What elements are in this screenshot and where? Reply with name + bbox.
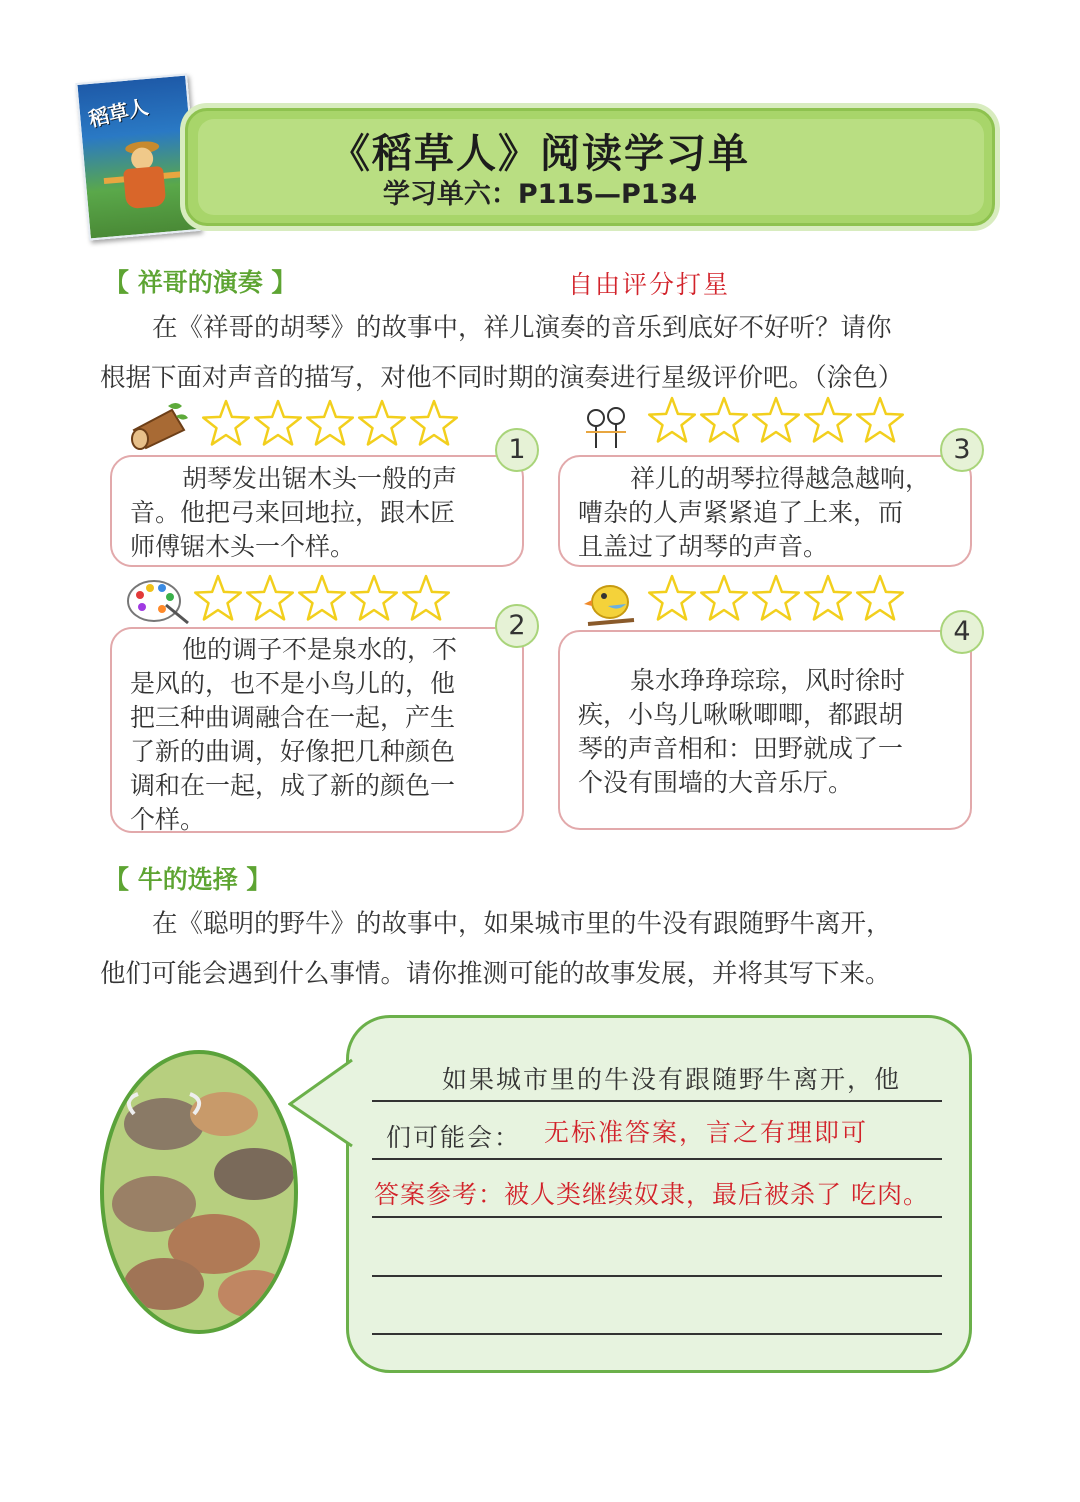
card-number-badge-1: 1 — [495, 428, 539, 472]
section1-intro-line1: 在《祥哥的胡琴》的故事中，祥儿演奏的音乐到底好不好听？请你 — [152, 313, 892, 343]
card-line: 是风的，也不是小鸟儿的，他 — [130, 669, 456, 698]
answer-line-4[interactable] — [372, 1275, 942, 1277]
card-line: 调和在一起，成了新的颜色一 — [130, 771, 456, 800]
answer-line-2[interactable] — [372, 1158, 942, 1160]
description-card-1 — [110, 455, 524, 567]
rating-star-icon[interactable] — [359, 401, 405, 444]
rating-star-icon[interactable] — [255, 401, 301, 444]
rating-star-icon[interactable] — [753, 576, 799, 619]
star-rating-2[interactable] — [192, 574, 458, 624]
section1-intro-line2: 根据下面对声音的描写，对他不同时期的演奏进行星级评价吧。（涂色） — [100, 363, 904, 393]
description-card-2 — [110, 627, 524, 833]
description-card-3 — [558, 455, 972, 567]
card-line: 他的调子不是泉水的，不 — [182, 635, 458, 664]
card-line: 嘈杂的人声紧紧追了上来，而 — [578, 498, 904, 527]
section2-intro — [100, 899, 990, 999]
description-card-4 — [558, 630, 972, 830]
card-line: 祥儿的胡琴拉得越急越响， — [630, 464, 931, 493]
section-heading-performance: 【 祥哥的演奏 】 — [104, 268, 297, 297]
section2-intro-line2: 他们可能会遇到什么事情。请你推测可能的故事发展，并将其写下来。 — [100, 959, 891, 989]
card-line: 个样。 — [130, 805, 206, 834]
rating-star-icon[interactable] — [299, 576, 345, 619]
buffalo-herd-illustration — [100, 1050, 298, 1334]
card-line: 胡琴发出锯木头一般的声 — [182, 464, 458, 493]
paint-palette-icon — [126, 577, 190, 625]
section2-intro-line1: 在《聪明的野牛》的故事中，如果城市里的牛没有跟随野牛离开， — [152, 909, 892, 939]
card-line: 了新的曲调，好像把几种颜色 — [130, 737, 456, 766]
rating-star-icon[interactable] — [701, 576, 747, 619]
page-title: 《稻草人》阅读学习单 — [330, 131, 750, 177]
bubble-prompt-line2: 们可能会： — [386, 1123, 522, 1152]
rating-star-icon[interactable] — [753, 398, 799, 441]
bubble-prompt-line1: 如果城市里的牛没有跟随野牛离开，他 — [442, 1065, 902, 1094]
card-line: 且盖过了胡琴的声音。 — [578, 532, 829, 561]
rating-star-icon[interactable] — [649, 576, 695, 619]
wood-log-icon — [128, 400, 190, 450]
card-line: 琴的声音相和：田野就成了一 — [578, 734, 904, 763]
rating-star-icon[interactable] — [195, 576, 241, 619]
buffalo-herd-drawing — [104, 1054, 298, 1334]
rating-star-icon[interactable] — [351, 576, 397, 619]
card-line: 个没有围墙的大音乐厅。 — [578, 768, 854, 797]
book-cover-title: 稻草人 — [86, 94, 151, 132]
answer-reference: 答案参考：被人类继续奴隶，最后被杀了 吃肉。 — [374, 1180, 929, 1209]
rating-star-icon[interactable] — [411, 401, 457, 444]
rating-star-icon[interactable] — [857, 398, 903, 441]
rating-star-icon[interactable] — [649, 398, 695, 441]
rating-star-icon[interactable] — [805, 576, 851, 619]
answer-note-no-standard: 无标准答案，言之有理即可 — [544, 1118, 869, 1147]
rating-star-icon[interactable] — [247, 576, 293, 619]
rating-star-icon[interactable] — [203, 401, 249, 444]
card-line: 把三种曲调融合在一起，产生 — [130, 703, 456, 732]
section1-intro — [100, 303, 990, 403]
star-rating-1[interactable] — [200, 399, 466, 449]
card-number-badge-3: 3 — [940, 428, 984, 472]
rating-star-icon[interactable] — [701, 398, 747, 441]
card-number-badge-2: 2 — [495, 604, 539, 648]
card-number-badge-4: 4 — [940, 610, 984, 654]
card-line: 音。他把弓来回地拉，跟木匠 — [130, 498, 456, 527]
speech-bubble-tail — [288, 1058, 354, 1148]
rating-star-icon[interactable] — [805, 398, 851, 441]
star-rating-3[interactable] — [646, 396, 912, 446]
crowd-people-icon — [580, 404, 634, 450]
rating-note: 自由评分打星 — [568, 270, 731, 299]
little-bird-icon — [582, 578, 638, 630]
rating-star-icon[interactable] — [857, 576, 903, 619]
card-line: 疾，小鸟儿啾啾唧唧，都跟胡 — [578, 700, 904, 729]
answer-line-1[interactable] — [372, 1100, 942, 1102]
section-heading-cattle: 【 牛的选择 】 — [104, 865, 272, 894]
answer-line-5[interactable] — [372, 1333, 942, 1335]
answer-line-3[interactable] — [372, 1216, 942, 1218]
rating-star-icon[interactable] — [403, 576, 449, 619]
card-line: 师傅锯木头一个样。 — [130, 532, 356, 561]
card-line: 泉水琤琤琮琮，风时徐时 — [630, 666, 906, 695]
page-subtitle: 学习单六：P115—P134 — [382, 179, 698, 210]
star-rating-4[interactable] — [646, 574, 912, 624]
rating-star-icon[interactable] — [307, 401, 353, 444]
